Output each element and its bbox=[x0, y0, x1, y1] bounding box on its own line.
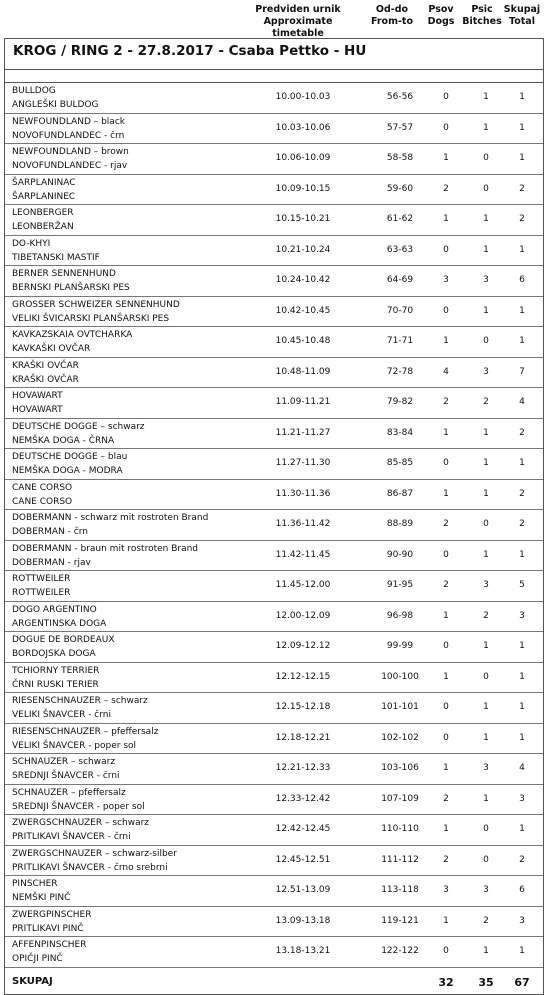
breed-name: CANE CORSO bbox=[12, 482, 73, 493]
table-row bbox=[5, 785, 543, 816]
bitches-count: 1 bbox=[483, 122, 489, 133]
header-bitches-sl: Psic bbox=[471, 4, 493, 15]
dogs-count: 1 bbox=[443, 153, 449, 163]
number-range-cell: 107-109 bbox=[381, 793, 419, 804]
dogs-count: 0 bbox=[443, 122, 449, 133]
table-row bbox=[5, 144, 543, 175]
timetable-cell: 12.12-12.15 bbox=[275, 671, 331, 682]
number-range-cell: 56-56 bbox=[386, 92, 414, 102]
breed-name: ZWERGSCHNAUZER – schwarz bbox=[12, 818, 150, 828]
breed-name-local: BERNSKI PLANŠARSKI PES bbox=[12, 283, 130, 293]
bitches-count: 0 bbox=[483, 854, 489, 865]
breed-name: DEUTSCHE DOGGE – schwarz bbox=[12, 421, 145, 432]
number-range-cell: 88-89 bbox=[386, 519, 414, 529]
breed-name: HOVAWART bbox=[12, 391, 63, 401]
bitches-count: 2 bbox=[483, 397, 489, 407]
table-row bbox=[5, 876, 543, 907]
total-count: 3 bbox=[519, 793, 525, 804]
breed-name: BULLDOG bbox=[12, 86, 56, 96]
bitches-count: 0 bbox=[483, 671, 489, 682]
breed-name-local: SREDNJI ŠNAVCER - črni bbox=[12, 771, 120, 781]
timetable-cell: 12.15-12.18 bbox=[275, 702, 331, 712]
bitches-count: 0 bbox=[483, 183, 489, 194]
dogs-count: 0 bbox=[443, 458, 449, 468]
dogs-count: 2 bbox=[443, 183, 449, 194]
number-range-cell: 119-121 bbox=[381, 915, 419, 926]
timetable-cell: 10.03-10.06 bbox=[275, 122, 331, 133]
schedule-table bbox=[4, 38, 544, 995]
totals-label: SKUPAJ bbox=[12, 975, 53, 987]
total-count: 2 bbox=[519, 519, 525, 529]
table-row bbox=[5, 449, 543, 480]
table-row bbox=[5, 510, 543, 541]
dogs-count: 2 bbox=[443, 519, 449, 529]
dogs-count: 0 bbox=[443, 305, 449, 316]
table-row bbox=[5, 358, 543, 389]
breed-name-local: PRITLIKAVI PINČ bbox=[12, 923, 84, 934]
table-body bbox=[5, 83, 543, 968]
dogs-count: 0 bbox=[443, 641, 449, 651]
header-timetable bbox=[238, 4, 358, 40]
bitches-count: 1 bbox=[483, 549, 489, 560]
table-row bbox=[5, 480, 543, 511]
breed-name: ROTTWEILER bbox=[12, 574, 71, 584]
timetable-cell: 11.36-11.42 bbox=[275, 519, 331, 529]
breed-name: DOBERMANN - schwarz mit rostroten Brand bbox=[12, 513, 209, 523]
timetable-cell: 13.09-13.18 bbox=[275, 915, 331, 926]
breed-name-local: KRAŠKI OVČAR bbox=[12, 374, 79, 385]
total-count: 2 bbox=[519, 854, 525, 865]
breed-name-local: HOVAWART bbox=[12, 405, 63, 415]
total-count: 1 bbox=[519, 458, 525, 468]
total-dogs: 32 bbox=[438, 975, 454, 989]
breed-name-local: PRITLIKAVI ŠNAVCER - črno srebrni bbox=[12, 862, 168, 873]
bitches-count: 3 bbox=[483, 763, 489, 773]
breed-name-local: SREDNJI ŠNAVCER - poper sol bbox=[12, 801, 145, 812]
breed-name-local: ŠARPLANINEC bbox=[12, 191, 76, 202]
breed-name: ZWERGSCHNAUZER – schwarz-silber bbox=[12, 848, 177, 859]
table-row bbox=[5, 937, 543, 968]
timetable-cell: 12.45-12.51 bbox=[275, 854, 331, 865]
breed-name: LEONBERGER bbox=[12, 208, 74, 218]
number-range-cell: 122-122 bbox=[381, 946, 419, 956]
total-all: 67 bbox=[514, 975, 530, 989]
breed-name-local: KAVKAŠKI OVČAR bbox=[12, 344, 91, 354]
dogs-count: 1 bbox=[443, 824, 449, 834]
bitches-count: 1 bbox=[483, 488, 489, 499]
total-count: 1 bbox=[519, 92, 525, 102]
table-row bbox=[5, 541, 543, 572]
bitches-count: 1 bbox=[483, 702, 489, 712]
number-range-cell: 91-95 bbox=[386, 580, 414, 590]
breed-name: DOBERMANN - braun mit rostroten Brand bbox=[12, 543, 199, 554]
timetable-cell: 10.24-10.42 bbox=[275, 275, 331, 285]
breed-name-local: ROTTWEILER bbox=[12, 588, 71, 598]
bitches-count: 1 bbox=[483, 641, 489, 651]
header-timetable-sl: Predviden urnik bbox=[255, 4, 341, 15]
total-count: 1 bbox=[519, 244, 525, 255]
timetable-cell: 12.51-13.09 bbox=[275, 885, 331, 895]
dogs-count: 0 bbox=[443, 244, 449, 255]
timetable-cell: 11.45-12.00 bbox=[275, 580, 331, 590]
bitches-count: 3 bbox=[483, 885, 489, 895]
number-range-cell: 96-98 bbox=[386, 610, 414, 621]
totals-row bbox=[5, 968, 543, 994]
breed-name: SCHNAUZER – schwarz bbox=[12, 757, 116, 767]
header-dogs bbox=[421, 4, 461, 28]
table-row bbox=[5, 236, 543, 267]
total-count: 4 bbox=[519, 763, 525, 773]
breed-name-local: DOBERMAN - rjav bbox=[12, 557, 91, 568]
breed-name: RIESENSCHNAUZER – pfeffersalz bbox=[12, 726, 159, 737]
table-row bbox=[5, 205, 543, 236]
total-count: 1 bbox=[519, 946, 525, 956]
number-range-cell: 90-90 bbox=[386, 549, 414, 560]
breed-name-local: LEONBERŽAN bbox=[12, 222, 74, 232]
breed-name-local: OPIČJI PINČ bbox=[12, 954, 63, 964]
table-row bbox=[5, 846, 543, 877]
table-row bbox=[5, 114, 543, 145]
number-range-cell: 113-118 bbox=[381, 885, 419, 895]
timetable-cell: 10.48-11.09 bbox=[275, 366, 331, 377]
column-header bbox=[0, 4, 550, 38]
table-row bbox=[5, 907, 543, 938]
total-count: 1 bbox=[519, 824, 525, 834]
table-row bbox=[5, 754, 543, 785]
number-range-cell: 110-110 bbox=[381, 824, 419, 834]
total-count: 2 bbox=[519, 427, 525, 438]
timetable-cell: 11.09-11.21 bbox=[275, 397, 331, 407]
dogs-count: 1 bbox=[443, 671, 449, 682]
timetable-cell: 10.09-10.15 bbox=[275, 183, 331, 194]
timetable-cell: 10.06-10.09 bbox=[275, 153, 331, 163]
timetable-cell: 12.42-12.45 bbox=[275, 824, 331, 834]
timetable-cell: 11.27-11.30 bbox=[275, 458, 331, 468]
total-count: 1 bbox=[519, 336, 525, 346]
dogs-count: 1 bbox=[443, 336, 449, 346]
table-row bbox=[5, 388, 543, 419]
bitches-count: 1 bbox=[483, 732, 489, 743]
header-fromto-sl: Od-do bbox=[375, 4, 409, 15]
number-range-cell: 59-60 bbox=[386, 183, 414, 194]
breed-name: KAVKAZSKAIA OVTCHARKA bbox=[12, 330, 133, 340]
breed-name-local: VELIKI ŠNAVCER - poper sol bbox=[12, 740, 137, 751]
timetable-cell: 13.18-13.21 bbox=[275, 946, 331, 956]
breed-name-local: ČRNI RUSKI TERIER bbox=[12, 679, 99, 690]
number-range-cell: 101-101 bbox=[381, 702, 419, 712]
dogs-count: 0 bbox=[443, 702, 449, 712]
table-row bbox=[5, 571, 543, 602]
breed-name-local: PRITLIKAVI ŠNAVCER - črni bbox=[12, 832, 131, 842]
breed-name-local: CANE CORSO bbox=[12, 496, 73, 507]
table-row bbox=[5, 815, 543, 846]
number-range-cell: 99-99 bbox=[386, 641, 414, 651]
total-count: 1 bbox=[519, 702, 525, 712]
dogs-count: 2 bbox=[443, 854, 449, 865]
breed-name: RIESENSCHNAUZER – schwarz bbox=[12, 696, 148, 706]
total-count: 3 bbox=[519, 915, 525, 926]
table-row bbox=[5, 693, 543, 724]
breed-name: PINSCHER bbox=[12, 879, 58, 889]
timetable-cell: 11.30-11.36 bbox=[275, 488, 331, 499]
dogs-count: 0 bbox=[443, 732, 449, 743]
dogs-count: 3 bbox=[443, 885, 449, 895]
breed-name: SCHNAUZER – pfeffersalz bbox=[12, 787, 126, 798]
breed-name: DEUTSCHE DOGGE – blau bbox=[12, 452, 128, 462]
breed-name: GROSSER SCHWEIZER SENNENHUND bbox=[12, 299, 180, 310]
total-count: 7 bbox=[519, 366, 525, 377]
bitches-count: 2 bbox=[483, 915, 489, 926]
breed-name-local: NEMŠKI PINČ bbox=[12, 893, 71, 903]
number-range-cell: 86-87 bbox=[386, 488, 414, 499]
total-count: 1 bbox=[519, 153, 525, 163]
header-bitches-en: Bitches bbox=[462, 16, 502, 27]
table-row bbox=[5, 602, 543, 633]
breed-name: DO-KHYI bbox=[12, 238, 51, 249]
number-range-cell: 79-82 bbox=[386, 397, 414, 407]
total-count: 1 bbox=[519, 732, 525, 743]
table-row bbox=[5, 632, 543, 663]
bitches-count: 0 bbox=[483, 336, 489, 346]
number-range-cell: 100-100 bbox=[381, 671, 419, 682]
bitches-count: 1 bbox=[483, 946, 489, 956]
dogs-count: 2 bbox=[443, 580, 449, 590]
header-dogs-en: Dogs bbox=[427, 16, 455, 27]
bitches-count: 3 bbox=[483, 275, 489, 285]
dogs-count: 2 bbox=[443, 397, 449, 407]
header-total-sl: Skupaj bbox=[503, 4, 541, 15]
bitches-count: 0 bbox=[483, 153, 489, 163]
bitches-count: 1 bbox=[483, 458, 489, 468]
breed-name-local: NEMŠKA DOGA - MODRA bbox=[12, 466, 123, 476]
table-row bbox=[5, 175, 543, 206]
timetable-cell: 11.42-11.45 bbox=[275, 549, 331, 560]
table-row bbox=[5, 327, 543, 358]
dogs-count: 1 bbox=[443, 763, 449, 773]
number-range-cell: 61-62 bbox=[386, 214, 414, 224]
header-timetable-en: Approximate timetable bbox=[263, 16, 333, 39]
breed-name: KRAŠKI OVČAR bbox=[12, 360, 79, 371]
table-row bbox=[5, 266, 543, 297]
number-range-cell: 70-70 bbox=[386, 305, 414, 316]
bitches-count: 0 bbox=[483, 824, 489, 834]
timetable-cell: 10.00-10.03 bbox=[275, 92, 331, 102]
number-range-cell: 71-71 bbox=[386, 336, 414, 346]
number-range-cell: 83-84 bbox=[386, 427, 414, 438]
header-bitches bbox=[460, 4, 504, 28]
breed-name: NEWFOUNDLAND – brown bbox=[12, 147, 129, 157]
breed-name-local: BORDOJSKA DOGA bbox=[12, 649, 96, 659]
breed-name: ZWERGPINSCHER bbox=[12, 909, 92, 920]
number-range-cell: 58-58 bbox=[386, 153, 414, 163]
table-row bbox=[5, 419, 543, 450]
breed-name: DOGUE DE BORDEAUX bbox=[12, 635, 115, 645]
table-row bbox=[5, 663, 543, 694]
timetable-cell: 11.21-11.27 bbox=[275, 427, 331, 438]
breed-name-local: TIBETANSKI MASTIF bbox=[12, 252, 100, 263]
dogs-count: 0 bbox=[443, 946, 449, 956]
header-total bbox=[500, 4, 544, 28]
timetable-cell: 10.45-10.48 bbox=[275, 336, 331, 346]
header-dogs-sl: Psov bbox=[428, 4, 454, 15]
total-count: 5 bbox=[519, 580, 525, 590]
breed-name-local: NEMŠKA DOGA - ČRNA bbox=[12, 435, 115, 446]
header-fromto bbox=[362, 4, 422, 28]
breed-name-local: NOVOFUNDLANDEC - rjav bbox=[12, 161, 128, 171]
timetable-cell: 12.21-12.33 bbox=[275, 763, 331, 773]
breed-name-local: NOVOFUNDLANDEC - črn bbox=[12, 130, 125, 141]
breed-name-local: DOBERMAN - črn bbox=[12, 527, 88, 537]
total-count: 2 bbox=[519, 488, 525, 499]
timetable-cell: 12.00-12.09 bbox=[275, 610, 331, 621]
bitches-count: 1 bbox=[483, 793, 489, 804]
breed-name-local: ANGLEŠKI BULDOG bbox=[12, 100, 99, 110]
total-count: 1 bbox=[519, 549, 525, 560]
breed-name-local: ARGENTINSKA DOGA bbox=[12, 618, 107, 629]
timetable-cell: 10.42-10.45 bbox=[275, 305, 331, 316]
breed-name-local: VELIKI ŠVICARSKI PLANŠARSKI PES bbox=[12, 313, 170, 324]
number-range-cell: 64-69 bbox=[386, 275, 414, 285]
breed-name-local: VELIKI ŠNAVCER - črni bbox=[12, 710, 111, 720]
timetable-cell: 12.09-12.12 bbox=[275, 641, 331, 651]
total-count: 2 bbox=[519, 183, 525, 194]
timetable-cell: 12.33-12.42 bbox=[275, 793, 331, 804]
total-count: 4 bbox=[519, 397, 525, 407]
timetable-cell: 12.18-12.21 bbox=[275, 732, 331, 743]
timetable-cell: 10.15-10.21 bbox=[275, 214, 331, 224]
number-range-cell: 57-57 bbox=[386, 122, 414, 133]
table-row bbox=[5, 297, 543, 328]
dogs-count: 2 bbox=[443, 793, 449, 804]
breed-name: AFFENPINSCHER bbox=[12, 940, 87, 950]
dogs-count: 1 bbox=[443, 214, 449, 224]
total-count: 6 bbox=[519, 885, 525, 895]
dogs-count: 1 bbox=[443, 610, 449, 621]
bitches-count: 1 bbox=[483, 305, 489, 316]
bitches-count: 0 bbox=[483, 519, 489, 529]
breed-name: NEWFOUNDLAND – black bbox=[12, 116, 125, 127]
timetable-cell: 10.21-10.24 bbox=[275, 244, 331, 255]
number-range-cell: 111-112 bbox=[381, 854, 419, 865]
bitches-count: 3 bbox=[483, 366, 489, 377]
title-spacer bbox=[5, 70, 543, 83]
total-count: 1 bbox=[519, 641, 525, 651]
dogs-count: 3 bbox=[443, 275, 449, 285]
breed-name: BERNER SENNENHUND bbox=[12, 269, 116, 279]
number-range-cell: 102-102 bbox=[381, 732, 419, 743]
ring-title: KROG / RING 2 - 27.8.2017 - Csaba Pettko - HU bbox=[5, 39, 543, 70]
number-range-cell: 72-78 bbox=[386, 366, 414, 377]
total-count: 1 bbox=[519, 122, 525, 133]
total-count: 1 bbox=[519, 305, 525, 316]
table-row bbox=[5, 83, 543, 114]
breed-name: DOGO ARGENTINO bbox=[12, 604, 97, 615]
number-range-cell: 103-106 bbox=[381, 763, 419, 773]
dogs-count: 0 bbox=[443, 92, 449, 102]
total-count: 1 bbox=[519, 671, 525, 682]
dogs-count: 0 bbox=[443, 549, 449, 560]
total-count: 2 bbox=[519, 214, 525, 224]
bitches-count: 3 bbox=[483, 580, 489, 590]
table-row bbox=[5, 724, 543, 755]
dogs-count: 4 bbox=[443, 366, 449, 377]
bitches-count: 1 bbox=[483, 427, 489, 438]
dogs-count: 1 bbox=[443, 488, 449, 499]
dogs-count: 1 bbox=[443, 915, 449, 926]
header-fromto-en: From-to bbox=[370, 16, 413, 27]
total-count: 6 bbox=[519, 275, 525, 285]
breed-name: ŠARPLANINAC bbox=[12, 177, 76, 188]
bitches-count: 2 bbox=[483, 610, 489, 621]
dogs-count: 1 bbox=[443, 427, 449, 438]
bitches-count: 1 bbox=[483, 244, 489, 255]
header-total-en: Total bbox=[509, 16, 535, 27]
total-bitches: 35 bbox=[478, 975, 494, 989]
bitches-count: 1 bbox=[483, 92, 489, 102]
number-range-cell: 63-63 bbox=[386, 244, 414, 255]
number-range-cell: 85-85 bbox=[386, 458, 414, 468]
total-count: 3 bbox=[519, 610, 525, 621]
bitches-count: 1 bbox=[483, 214, 489, 224]
breed-name: TCHIORNY TERRIER bbox=[12, 665, 100, 676]
